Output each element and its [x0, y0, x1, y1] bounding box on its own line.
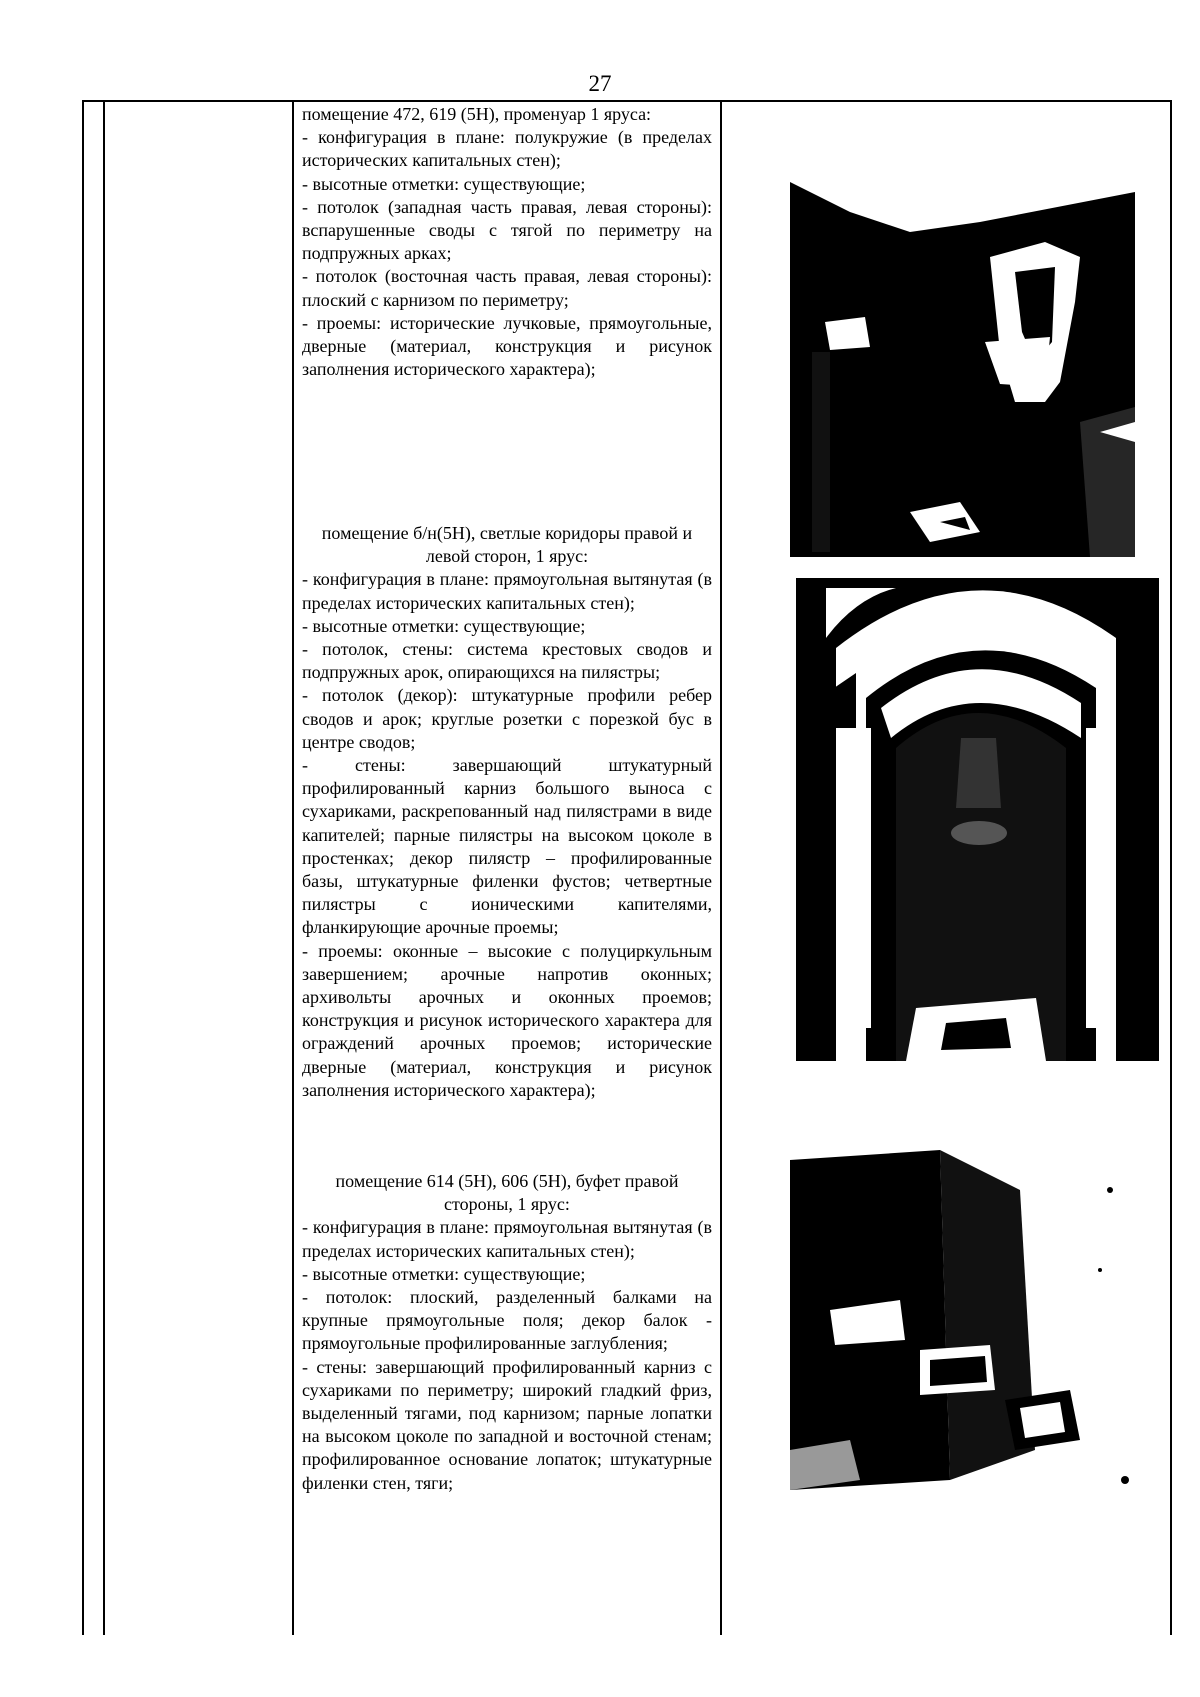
photo-corridor [796, 578, 1159, 1061]
list-item: - высотные отметки: существующие; [302, 1263, 586, 1284]
section-3 [302, 1170, 712, 1495]
list-item: - проемы: оконные – высокие с полуциркульным завершением; арочные напротив оконных; архивольты арочных и оконных проемов; конструкция и рисунок исторического характера для ограждений арочных проемов; исторические дверные (материал, конструкция и рисунок заполнения исторического характера); [302, 940, 712, 1100]
table-left-border [82, 100, 84, 1635]
table-top-border [82, 100, 1172, 102]
list-item: - конфигурация в плане: прямоугольная вытянутая (в пределах исторических капитальных стен); [302, 1217, 712, 1261]
table-right-border [1170, 100, 1172, 1635]
section-2-heading: помещение б/н(5Н), светлые коридоры правой и левой сторон, 1 ярус: [321, 523, 693, 567]
list-item: - потолок (декор): штукатурные профили ребер сводов и арок; круглые розетки с порезкой бус в центре сводов; [302, 685, 712, 752]
photo-buffet [790, 1150, 1135, 1490]
list-item: - потолок: плоский, разделенный балками на крупные прямоугольные поля; декор балок - прямоугольные профилированные заглубления; [302, 1287, 712, 1354]
list-item: - потолок (восточная часть правая, левая стороны): плоский с карнизом по периметру; [302, 266, 712, 310]
list-item: - высотные отметки: существующие; [302, 615, 586, 636]
list-item: - потолок, стены: система крестовых сводов и подпружных арок, опирающихся на пилястры; [302, 639, 712, 683]
section-1-heading: помещение 472, 619 (5Н), променуар 1 яруса: [302, 104, 652, 124]
list-item: - потолок (западная часть правая, левая стороны): вспарушенные своды с тягой по периметру на подпружных арках; [302, 196, 712, 264]
column-divider-3 [720, 100, 722, 1635]
list-item: - стены: завершающий штукатурный профилированный карниз большого выноса с сухариками, раскрепованный над пилястрами в виде капителей; парные пилястры на высоком цоколе в простенках; декор пилястр – профилированные базы, штукатурные филенки фустов; четвертные пилястры с ионическими капителями, фланкирующие арочные проемы; [302, 755, 712, 938]
section-1 [302, 103, 712, 381]
column-divider-2 [292, 100, 294, 1635]
photo-promenade [790, 172, 1135, 557]
page-number: 27 [588, 71, 612, 96]
column-divider-1 [103, 100, 105, 1635]
list-item: - конфигурация в плане: полукружие (в пределах исторических капитальных стен); [302, 127, 712, 171]
list-item: - конфигурация в плане: прямоугольная вытянутая (в пределах исторических капитальных стен); [302, 569, 712, 613]
list-item: - высотные отметки: существующие; [302, 173, 586, 194]
section-2 [302, 522, 712, 1102]
list-item: - проемы: исторические лучковые, прямоугольные, дверные (материал, конструкция и рисунок заполнения исторического характера); [302, 312, 712, 380]
section-3-heading: помещение 614 (5Н), 606 (5Н), буфет правой стороны, 1 ярус: [335, 1171, 679, 1215]
list-item: - стены: завершающий профилированный карниз с сухариками по периметру; широкий гладкий фриз, выделенный тягами, под карнизом; парные лопатки на высоком цоколе по западной и восточной стенам; профилированное основание лопаток; штукатурные филенки стен, тяги; [302, 1356, 712, 1493]
